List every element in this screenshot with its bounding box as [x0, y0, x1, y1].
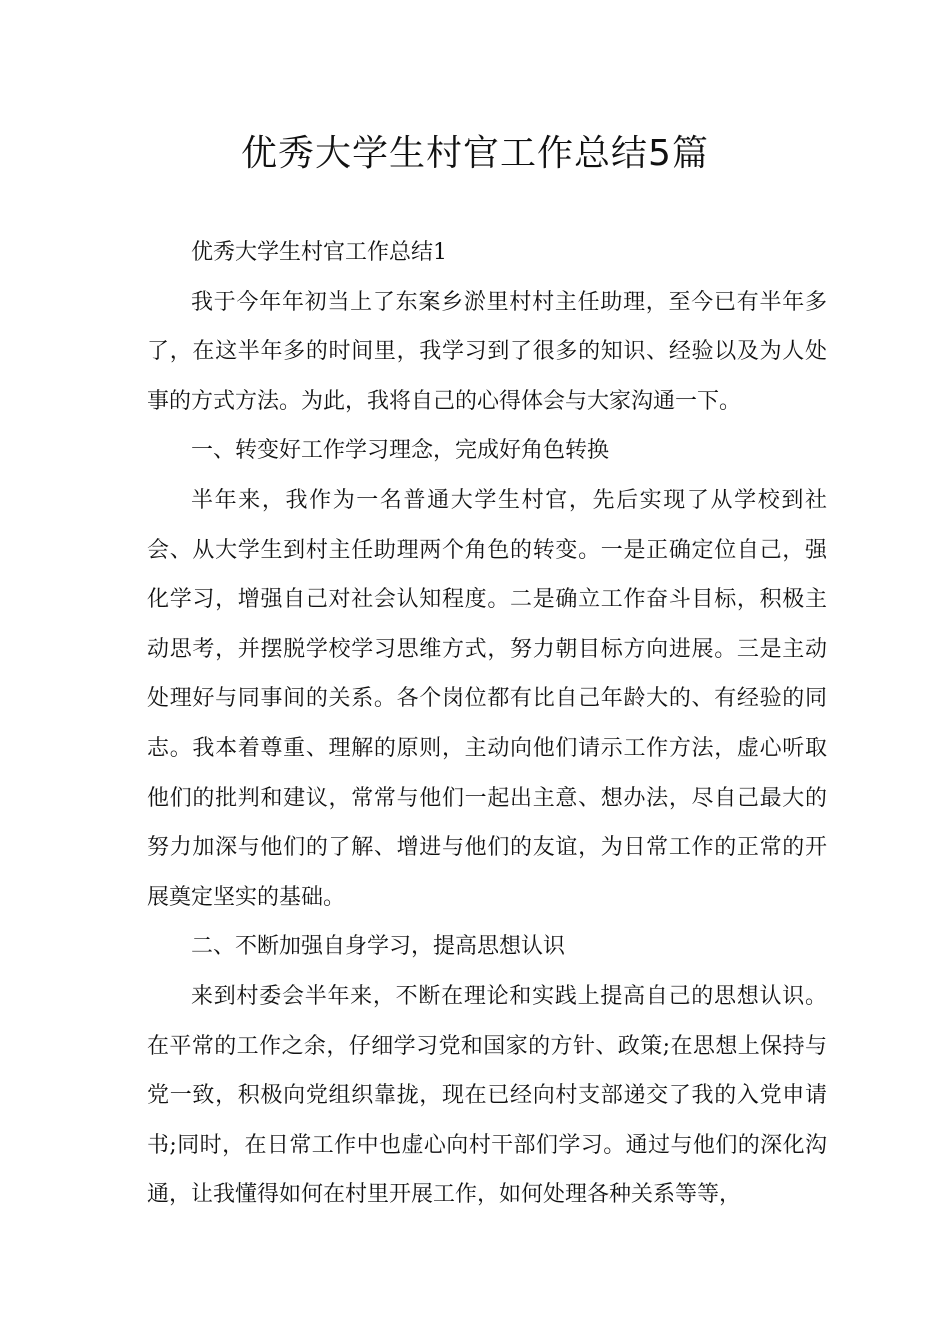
document-body [147, 228, 827, 1220]
subsection-heading: 二、不断加强自身学习，提高思想认识 [191, 934, 566, 960]
subsection-heading: 一、转变好工作学习理念，完成好角色转换 [191, 438, 610, 464]
document-title: 优秀大学生村官工作总结5篇 [241, 133, 709, 174]
paragraph: 来到村委会半年来，不断在理论和实践上提高自己的思想认识。在平常的工作之余，仔细学习党和国家的方针、政策;在思想上保持与党一致，积极向党组织靠拢，现在已经向村支部递交了我的入党申请书;同时，在日常工作中也虚心向村干部们学习。通过与他们的深化沟通，让我懂得如何在村里开展工作，如何处理各种关系等等， [147, 983, 827, 1208]
paragraph: 半年来，我作为一名普通大学生村官，先后实现了从学校到社会、从大学生到村主任助理两个角色的转变。一是正确定位自己，强化学习，增强自己对社会认知程度。二是确立工作奋斗目标，积极主动思考，并摆脱学校学习思维方式，努力朝目标方向进展。三是主动处理好与同事间的关系。各个岗位都有比自己年龄大的、有经验的同志。我本着尊重、理解的原则，主动向他们请示工作方法，虚心听取他们的批判和建议，常常与他们一起出主意、想办法，尽自己最大的努力加深与他们的了解、增进与他们的友谊，为日常工作的正常的开展奠定坚实的基础。 [147, 487, 827, 910]
section-heading: 优秀大学生村官工作总结1 [191, 240, 447, 265]
paragraph: 我于今年年初当上了东案乡淤里村村主任助理，至今已有半年多了，在这半年多的时间里，我学习到了很多的知识、经验以及为人处事的方式方法。为此，我将自己的心得体会与大家沟通一下。 [147, 289, 827, 414]
